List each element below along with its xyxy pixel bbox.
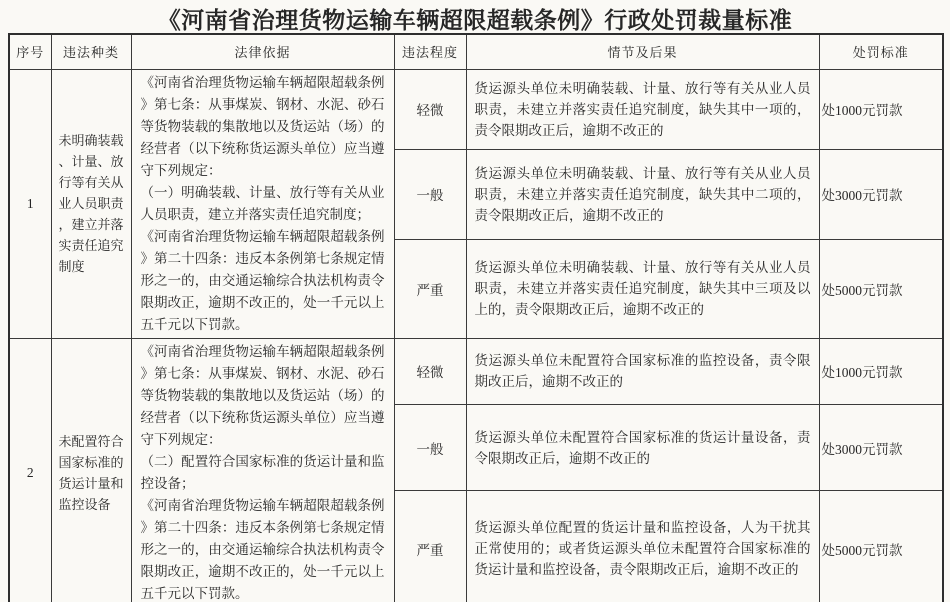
row-no-cell: 1 (9, 69, 51, 338)
legal-paragraph: 《河南省治理货物运输车辆超限超载条例》第二十四条：违反本条例第七条规定情形之一的，由交通运输综合执法机构责令限期改正，逾期不改正的，处一千元以上五千元以下罚款。 (140, 497, 385, 601)
circumstance-cell: 货运源头单位未明确装载、计量、放行等有关从业人员职责，未建立并落实责任追究制度，缺失其中二项的，责令限期改正后，逾期不改正的 (466, 149, 819, 239)
legal-basis-cell (131, 338, 394, 602)
table-row (9, 338, 943, 405)
penalty-cell: 处3000元罚款 (819, 405, 943, 491)
legal-paragraph: （二）配置符合国家标准的货运计量和监控设备； (140, 453, 385, 491)
table-row (9, 69, 943, 149)
circumstance-cell: 货运源头单位未配置符合国家标准的货运计量设备，责令限期改正后，逾期不改正的 (466, 405, 819, 491)
penalty-cell: 处1000元罚款 (819, 338, 943, 405)
col-header-no: 序号 (9, 34, 51, 69)
legal-paragraph: 《河南省治理货物运输车辆超限超载条例》第七条：从事煤炭、钢材、水泥、砂石等货物装载的集散地以及货运站（场）的经营者（以下统称货运源头单位）应当遵守下列规定： (140, 74, 385, 178)
penalty-cell: 处1000元罚款 (819, 69, 943, 149)
circumstance-cell: 货运源头单位未明确装载、计量、放行等有关从业人员职责，未建立并落实责任追究制度，缺失其中三项及以上的，责令限期改正后，逾期不改正的 (466, 239, 819, 338)
circumstance-cell: 货运源头单位配置的货运计量和监控设备，人为干扰其正常使用的；或者货运源头单位未配置符合国家标准的货运计量和监控设备，责令限期改正后，逾期不改正的 (466, 491, 819, 602)
legal-basis-cell (131, 69, 394, 338)
degree-cell: 严重 (394, 239, 466, 338)
legal-paragraph: 《河南省治理货物运输车辆超限超载条例》第七条：从事煤炭、钢材、水泥、砂石等货物装载的集散地以及货运站（场）的经营者（以下统称货运源头单位）应当遵守下列规定： (140, 343, 385, 447)
col-header-degree: 违法程度 (394, 34, 466, 69)
penalty-standards-table (8, 33, 944, 602)
penalty-cell: 处5000元罚款 (819, 491, 943, 602)
penalty-cell: 处3000元罚款 (819, 149, 943, 239)
degree-cell: 一般 (394, 405, 466, 491)
penalty-cell: 处5000元罚款 (819, 239, 943, 338)
violation-type-cell: 未配置符合国家标准的货运计量和监控设备 (51, 338, 131, 602)
degree-cell: 轻微 (394, 69, 466, 149)
violation-type-cell: 未明确装载、计量、放行等有关从业人员职责，建立并落实责任追究制度 (51, 69, 131, 338)
circumstance-cell: 货运源头单位未配置符合国家标准的监控设备，责令限期改正后，逾期不改正的 (466, 338, 819, 405)
col-header-circumstance: 情节及后果 (466, 34, 819, 69)
circumstance-cell: 货运源头单位未明确装载、计量、放行等有关从业人员职责，未建立并落实责任追究制度，缺失其中一项的，责令限期改正后，逾期不改正的 (466, 69, 819, 149)
doc-title: 《河南省治理货物运输车辆超限超载条例》行政处罚裁量标准 (157, 8, 793, 33)
row-no-cell: 2 (9, 338, 51, 602)
degree-cell: 轻微 (394, 338, 466, 405)
col-header-penalty: 处罚标准 (819, 34, 943, 69)
degree-cell: 一般 (394, 149, 466, 239)
col-header-violation-type: 违法种类 (51, 34, 131, 69)
legal-paragraph: 《河南省治理货物运输车辆超限超载条例》第二十四条：违反本条例第七条规定情形之一的，由交通运输综合执法机构责令限期改正，逾期不改正的，处一千元以上五千元以下罚款。 (140, 228, 385, 332)
header-row (9, 34, 943, 69)
legal-paragraph: （一）明确装载、计量、放行等有关从业人员职责，建立并落实责任追究制度； (140, 184, 385, 222)
col-header-legal-basis: 法律依据 (131, 34, 394, 69)
degree-cell: 严重 (394, 491, 466, 602)
